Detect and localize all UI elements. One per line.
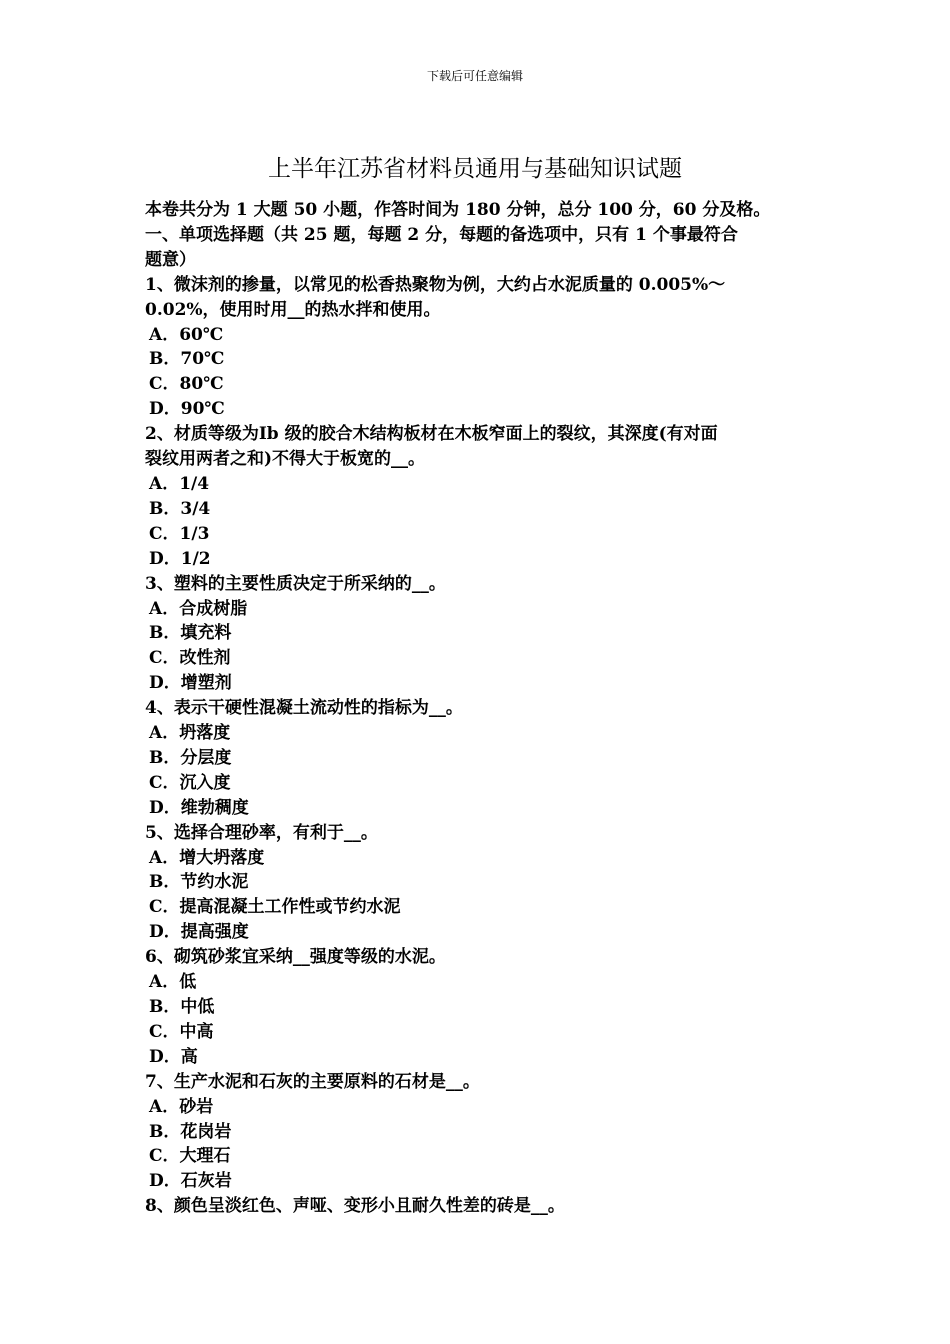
option-letter: C．: [149, 1146, 180, 1167]
option-letter: A．: [149, 723, 180, 744]
question-item: [145, 273, 810, 422]
option-text: 1/2: [180, 548, 211, 569]
option-text: 沉入度: [179, 772, 231, 793]
option-text: 高: [180, 1046, 198, 1067]
exam-content: [145, 198, 810, 1219]
question-text: 6、砌筑砂浆宜采纳__强度等级的水泥。: [145, 947, 446, 968]
option-text: 中低: [180, 997, 215, 1017]
answer-option: [145, 497, 810, 522]
question-text: 5、选择合理砂率，有利于__。: [145, 822, 378, 843]
header-note: 下载后可任意编辑: [426, 69, 523, 83]
answer-option: [145, 671, 810, 696]
option-letter: C．: [149, 897, 180, 918]
option-text: 大理石: [179, 1146, 231, 1167]
answer-option: [145, 397, 810, 422]
option-letter: B．: [149, 872, 181, 893]
answer-option: [145, 646, 810, 671]
option-text: 增大坍落度: [179, 847, 265, 868]
question-text: 1、微沫剂的掺量，以常见的松香热聚物为例，大约占水泥质量的 0.005%～: [145, 274, 726, 295]
option-letter: C．: [149, 374, 180, 395]
answer-option: [145, 746, 810, 771]
option-text: 维勃稠度: [180, 797, 249, 818]
option-text: 70℃: [180, 349, 225, 370]
question-text: 0.02%，使用时用__的热水拌和使用。: [145, 299, 441, 320]
answer-option: [145, 1020, 810, 1045]
answer-option: [145, 522, 810, 547]
answer-option: [145, 472, 810, 497]
question-list: [145, 273, 810, 1219]
answer-option: [145, 621, 810, 646]
question-text: 4、表示干硬性混凝土流动性的指标为__。: [145, 698, 463, 719]
option-text: 提高强度: [180, 922, 249, 943]
option-letter: D．: [149, 548, 181, 569]
option-letter: A．: [149, 972, 180, 993]
answer-option: [145, 547, 810, 572]
option-text: 坍落度: [179, 723, 231, 744]
option-letter: C．: [149, 1021, 180, 1042]
option-letter: D．: [149, 399, 181, 420]
answer-option: [145, 995, 810, 1020]
option-text: 填充料: [180, 623, 232, 644]
answer-option: [145, 1095, 810, 1120]
question-item: [145, 572, 810, 697]
answer-option: [145, 1169, 810, 1194]
question-item: [145, 1194, 810, 1219]
option-letter: C．: [149, 772, 180, 793]
answer-option: [145, 372, 810, 397]
option-text: 中高: [179, 1021, 214, 1042]
answer-option: [145, 846, 810, 871]
option-text: 花岗岩: [180, 1121, 232, 1142]
question-item: [145, 696, 810, 821]
option-text: 3/4: [180, 498, 211, 519]
option-text: 节约水泥: [180, 872, 249, 893]
option-text: 80℃: [179, 374, 224, 395]
answer-option: [145, 721, 810, 746]
answer-option: [145, 1045, 810, 1070]
option-text: 1/4: [179, 473, 210, 494]
option-letter: B．: [149, 747, 181, 768]
option-text: 砂岩: [179, 1096, 214, 1117]
option-text: 低: [179, 972, 197, 993]
option-letter: B．: [149, 1121, 181, 1142]
option-text: 改性剂: [179, 648, 231, 669]
option-text: 合成树脂: [179, 598, 248, 619]
section-heading-line-1: 一、单项选择题（共 25 题，每题 2 分，每题的备选项中，只有 1 个事最符合: [145, 224, 738, 245]
answer-option: [145, 970, 810, 995]
exam-intro: 本卷共分为 1 大题 50 小题，作答时间为 180 分钟，总分 100 分，60 分及格。: [145, 200, 771, 220]
option-text: 石灰岩: [180, 1171, 232, 1192]
option-text: 分层度: [180, 747, 232, 768]
question-text: 7、生产水泥和石灰的主要原料的石材是__。: [145, 1071, 480, 1092]
option-letter: A．: [149, 598, 180, 619]
option-letter: B．: [149, 349, 181, 370]
question-item: [145, 1070, 810, 1195]
question-text: 2、材质等级为Ⅰb 级的胶合木结构板材在木板窄面上的裂纹，其深度(有对面: [145, 424, 718, 445]
option-letter: A．: [149, 1096, 180, 1117]
document-title: 上半年江苏省材料员通用与基础知识试题: [268, 156, 682, 182]
answer-option: [145, 597, 810, 622]
option-text: 60℃: [179, 324, 224, 345]
question-text: 裂纹用两者之和)不得大于板宽的__。: [145, 449, 426, 470]
option-text: 提高混凝土工作性或节约水泥: [179, 897, 401, 918]
option-letter: D．: [149, 1046, 181, 1067]
answer-option: [145, 347, 810, 372]
option-letter: D．: [149, 797, 181, 818]
option-letter: A．: [149, 847, 180, 868]
answer-option: [145, 323, 810, 348]
option-letter: B．: [149, 623, 181, 644]
option-letter: B．: [149, 997, 181, 1017]
answer-option: [145, 920, 810, 945]
answer-option: [145, 895, 810, 920]
question-text: 8、颜色呈淡红色、声哑、变形小且耐久性差的砖是__。: [145, 1196, 565, 1217]
question-text: 3、塑料的主要性质决定于所采纳的__。: [145, 573, 446, 594]
answer-option: [145, 771, 810, 796]
option-letter: A．: [149, 473, 180, 494]
option-letter: D．: [149, 1171, 181, 1192]
answer-option: [145, 1144, 810, 1169]
option-text: 90℃: [180, 399, 225, 420]
answer-option: [145, 1120, 810, 1145]
option-letter: B．: [149, 498, 181, 519]
option-letter: A．: [149, 324, 180, 345]
question-item: [145, 945, 810, 1070]
option-letter: D．: [149, 673, 181, 694]
option-letter: C．: [149, 648, 180, 669]
answer-option: [145, 796, 810, 821]
section-heading-line-2: 题意）: [145, 249, 196, 270]
answer-option: [145, 870, 810, 895]
option-text: 1/3: [179, 523, 210, 544]
question-item: [145, 821, 810, 946]
question-item: [145, 422, 810, 571]
option-text: 增塑剂: [180, 673, 232, 694]
option-letter: D．: [149, 922, 181, 943]
option-letter: C．: [149, 523, 180, 544]
